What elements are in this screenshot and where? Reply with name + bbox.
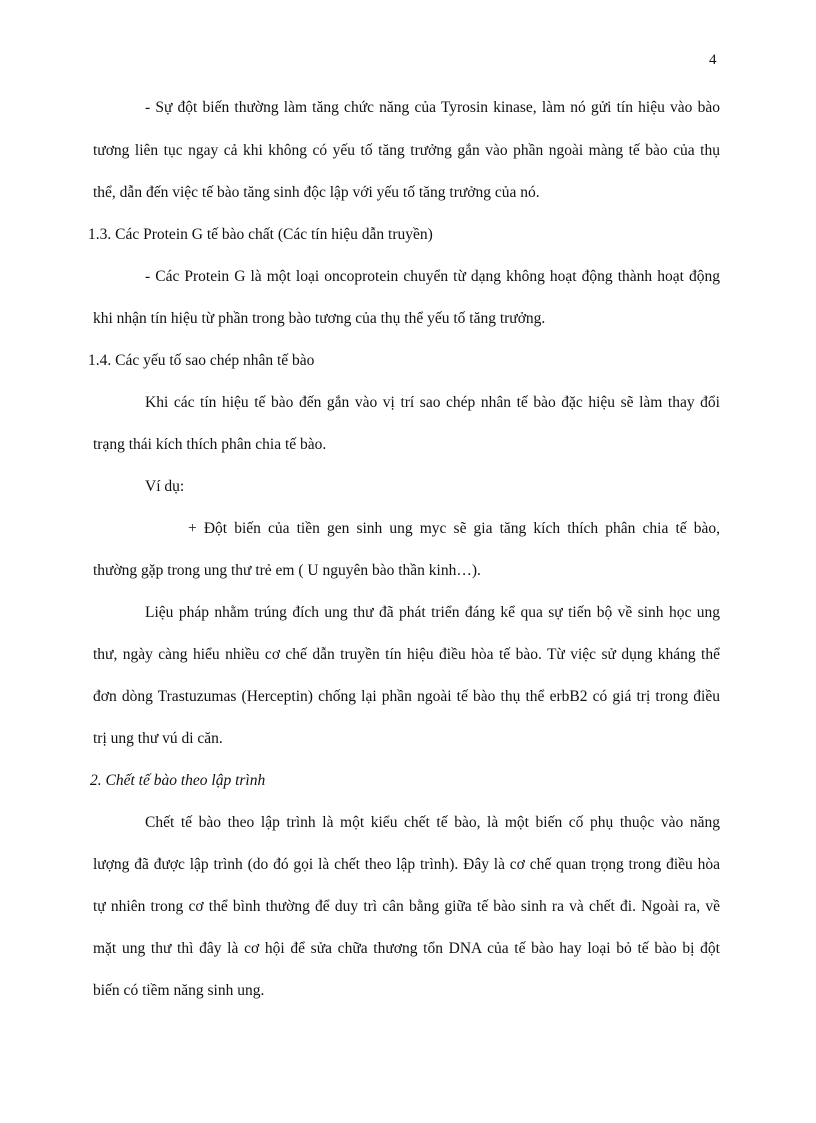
- paragraph-line: thư, ngày càng hiểu nhiều cơ chế dẫn truyền tín hiệu điều hòa tế bào. Từ việc sử dụng kháng thể: [93, 646, 720, 663]
- paragraph-line: thể, dẫn đến việc tế bào tăng sinh độc lập với yếu tố tăng trưởng của nó.: [93, 184, 540, 201]
- section-heading: 1.3. Các Protein G tế bào chất (Các tín hiệu dẫn truyền): [88, 226, 433, 243]
- paragraph-line: tự nhiên trong cơ thể bình thường để duy trì cân bằng giữa tế bào sinh ra và chết đi. Ngoài ra, về: [93, 898, 720, 915]
- paragraph-line: trạng thái kích thích phân chia tế bào.: [93, 436, 327, 453]
- paragraph-line: thường gặp trong ung thư trẻ em ( U nguyên bào thần kinh…).: [93, 562, 481, 579]
- paragraph-line: trị ung thư vú di căn.: [93, 730, 223, 747]
- paragraph-line: Khi các tín hiệu tế bào đến gắn vào vị trí sao chép nhân tế bào đặc hiệu sẽ làm thay đổi: [145, 394, 720, 411]
- page-number: 4: [709, 52, 717, 68]
- paragraph-line: Ví dụ:: [145, 478, 185, 495]
- paragraph-line: biến có tiềm năng sinh ung.: [93, 982, 265, 999]
- paragraph-line: - Sự đột biến thường làm tăng chức năng của Tyrosin kinase, làm nó gửi tín hiệu vào bào: [145, 99, 720, 116]
- paragraph-line: mặt ung thư thì đây là cơ hội để sửa chữa thương tổn DNA của tế bào hay loại bỏ tế bào bị đột: [93, 940, 720, 957]
- section-heading: 2. Chết tế bào theo lập trình: [90, 772, 266, 789]
- section-heading: 1.4. Các yếu tố sao chép nhân tế bào: [88, 352, 315, 369]
- paragraph-line: lượng đã được lập trình (do đó gọi là chết theo lập trình). Đây là cơ chế quan trọng trong điều hòa: [93, 856, 720, 873]
- paragraph-line: đơn dòng Trastuzumas (Herceptin) chống lại phần ngoài tế bào thụ thể erbB2 có giá trị trong điều: [93, 688, 720, 705]
- paragraph-line: Chết tế bào theo lập trình là một kiểu chết tế bào, là một biến cố phụ thuộc vào năng: [145, 814, 720, 831]
- paragraph-line: khi nhận tín hiệu từ phần trong bào tương của thụ thể yếu tố tăng trưởng.: [93, 310, 546, 327]
- paragraph-line: + Đột biến của tiền gen sinh ung myc sẽ gia tăng kích thích phân chia tế bào,: [188, 520, 720, 537]
- paragraph-line: - Các Protein G là một loại oncoprotein chuyển từ dạng không hoạt động thành hoạt động: [145, 268, 720, 285]
- paragraph-line: tương liên tục ngay cả khi không có yếu tố tăng trưởng gắn vào phần ngoài màng tế bào của thụ: [93, 142, 720, 159]
- paragraph-line: Liệu pháp nhằm trúng đích ung thư đã phát triển đáng kể qua sự tiến bộ về sinh học ung: [145, 604, 720, 621]
